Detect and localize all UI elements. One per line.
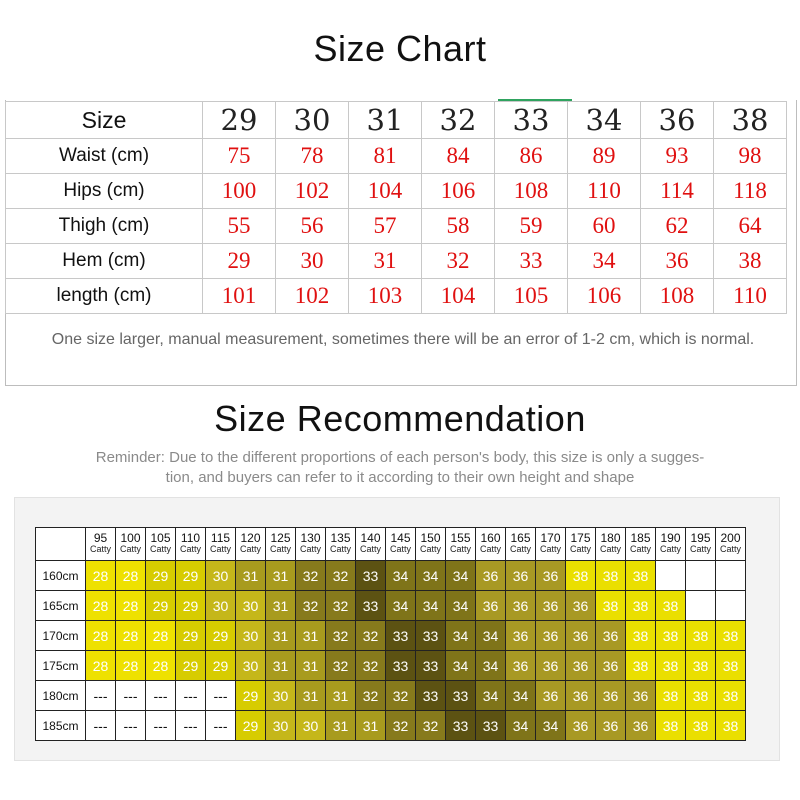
weight-header-cell — [656, 528, 686, 561]
size-cell: 38 — [716, 621, 746, 651]
size-cell: 33 — [416, 621, 446, 651]
weight-unit: Catty — [329, 544, 351, 554]
measurement-value: 30 — [276, 244, 349, 279]
measurement-row — [6, 174, 787, 209]
size-cell: 30 — [206, 591, 236, 621]
measurement-value: 31 — [349, 244, 422, 279]
recommendation-grid — [35, 527, 746, 741]
measurement-value: 110 — [714, 279, 787, 314]
weight-value: 180 — [600, 531, 621, 545]
measurement-row — [6, 244, 787, 279]
weight-unit: Catty — [149, 544, 171, 554]
size-cell: 36 — [536, 621, 566, 651]
weight-header-cell — [446, 528, 476, 561]
size-cell: 28 — [116, 651, 146, 681]
size-cell: 38 — [686, 711, 716, 741]
size-cell: 36 — [596, 651, 626, 681]
size-cell — [716, 561, 746, 591]
weight-header-cell — [506, 528, 536, 561]
weight-unit: Catty — [449, 544, 471, 554]
measurement-value: 58 — [422, 209, 495, 244]
weight-header-cell — [536, 528, 566, 561]
measurement-value: 118 — [714, 174, 787, 209]
size-header-cell: 36 — [641, 102, 714, 139]
size-cell: 32 — [326, 591, 356, 621]
size-cell: 36 — [506, 651, 536, 681]
size-cell: 38 — [626, 561, 656, 591]
size-cell: 29 — [176, 651, 206, 681]
weight-header-cell — [416, 528, 446, 561]
measurement-value: 104 — [349, 174, 422, 209]
measurement-value: 84 — [422, 139, 495, 174]
weight-header-cell — [476, 528, 506, 561]
size-cell — [686, 561, 716, 591]
size-cell: 38 — [686, 681, 716, 711]
measurement-value: 86 — [495, 139, 568, 174]
size-cell: 34 — [476, 681, 506, 711]
weight-unit: Catty — [599, 544, 621, 554]
size-cell: --- — [176, 711, 206, 741]
size-cell: 30 — [236, 621, 266, 651]
weight-value: 185 — [630, 531, 651, 545]
size-cell: 30 — [266, 711, 296, 741]
size-cell: 36 — [566, 621, 596, 651]
measurement-note: One size larger, manual measurement, sometimes there will be an error of 1-2 cm, which is normal. — [51, 331, 755, 348]
weight-unit: Catty — [239, 544, 261, 554]
size-cell: 38 — [686, 621, 716, 651]
measurement-value: 59 — [495, 209, 568, 244]
weight-unit: Catty — [509, 544, 531, 554]
measurement-value: 98 — [714, 139, 787, 174]
measurement-value: 32 — [422, 244, 495, 279]
size-cell: 36 — [506, 591, 536, 621]
size-cell: 38 — [686, 651, 716, 681]
measurement-value: 102 — [276, 174, 349, 209]
size-cell: 38 — [626, 621, 656, 651]
size-cell: --- — [146, 711, 176, 741]
size-cell: 31 — [296, 681, 326, 711]
measurement-value: 36 — [641, 244, 714, 279]
weight-value: 195 — [690, 531, 711, 545]
size-cell: --- — [86, 711, 116, 741]
measurement-label: Hips (cm) — [6, 174, 203, 209]
weight-value: 100 — [120, 531, 141, 545]
size-cell: 33 — [386, 621, 416, 651]
size-cell: 38 — [626, 591, 656, 621]
weight-value: 120 — [240, 531, 261, 545]
weight-header-cell — [596, 528, 626, 561]
weight-unit: Catty — [359, 544, 381, 554]
size-cell: 36 — [596, 681, 626, 711]
measurement-value: 103 — [349, 279, 422, 314]
weight-header-cell — [146, 528, 176, 561]
measurement-row — [6, 139, 787, 174]
weight-header-cell — [716, 528, 746, 561]
size-cell: 38 — [716, 681, 746, 711]
weight-unit: Catty — [569, 544, 591, 554]
height-label: 180cm — [36, 681, 86, 711]
size-cell: 31 — [356, 711, 386, 741]
height-label: 160cm — [36, 561, 86, 591]
size-header-cell: 29 — [203, 102, 276, 139]
size-cell: 36 — [566, 711, 596, 741]
size-cell: 33 — [386, 651, 416, 681]
weight-value: 140 — [360, 531, 381, 545]
size-cell: 29 — [176, 621, 206, 651]
size-header-cell: 38 — [714, 102, 787, 139]
reminder-line-2: tion, and buyers can refer to it according to their own height and shape — [165, 469, 635, 486]
measurement-value: 105 — [495, 279, 568, 314]
weight-unit: Catty — [479, 544, 501, 554]
size-cell: 38 — [656, 711, 686, 741]
size-cell: 28 — [146, 651, 176, 681]
weight-header-cell — [236, 528, 266, 561]
size-cell: 38 — [596, 591, 626, 621]
size-cell: 32 — [386, 681, 416, 711]
measurement-value: 100 — [203, 174, 276, 209]
size-cell: 29 — [176, 561, 206, 591]
size-cell: 38 — [596, 561, 626, 591]
measurement-value: 81 — [349, 139, 422, 174]
size-cell: 36 — [536, 591, 566, 621]
weight-unit: Catty — [119, 544, 141, 554]
measurement-value: 89 — [568, 139, 641, 174]
weight-value: 200 — [720, 531, 741, 545]
measurement-value: 106 — [568, 279, 641, 314]
measurement-value: 75 — [203, 139, 276, 174]
weight-header-cell — [266, 528, 296, 561]
size-chart-table — [5, 101, 787, 314]
size-cell: 32 — [326, 561, 356, 591]
size-cell: 31 — [266, 651, 296, 681]
size-cell: 33 — [416, 681, 446, 711]
reminder-line-1: Reminder: Due to the different proportions of each person's body, this size is only a sugges- — [95, 449, 705, 466]
size-cell: 38 — [716, 711, 746, 741]
size-cell: 29 — [236, 711, 266, 741]
measurement-value: 108 — [495, 174, 568, 209]
weight-value: 165 — [510, 531, 531, 545]
height-row — [36, 561, 746, 591]
measurement-row — [6, 279, 787, 314]
measurement-value: 114 — [641, 174, 714, 209]
size-cell: --- — [116, 681, 146, 711]
weight-header-cell — [326, 528, 356, 561]
size-cell: 32 — [326, 651, 356, 681]
height-row — [36, 591, 746, 621]
weight-unit: Catty — [539, 544, 561, 554]
weight-header-cell — [356, 528, 386, 561]
size-cell: 30 — [296, 711, 326, 741]
size-header-row — [6, 102, 787, 139]
weight-value: 160 — [480, 531, 501, 545]
reminder-text — [52, 448, 748, 488]
weight-header-cell — [176, 528, 206, 561]
size-cell: 33 — [476, 711, 506, 741]
weight-unit: Catty — [629, 544, 651, 554]
size-cell: 32 — [356, 651, 386, 681]
size-cell: 31 — [296, 621, 326, 651]
measurement-value: 57 — [349, 209, 422, 244]
weight-header-cell — [296, 528, 326, 561]
measurement-value: 56 — [276, 209, 349, 244]
size-cell: 29 — [236, 681, 266, 711]
size-cell: 31 — [326, 711, 356, 741]
measurement-value: 62 — [641, 209, 714, 244]
size-cell: --- — [176, 681, 206, 711]
size-cell: 34 — [446, 591, 476, 621]
size-cell: 31 — [266, 621, 296, 651]
size-cell: 32 — [326, 621, 356, 651]
size-cell: 36 — [566, 591, 596, 621]
weight-unit: Catty — [269, 544, 291, 554]
height-row — [36, 621, 746, 651]
size-cell: 32 — [356, 681, 386, 711]
weight-unit: Catty — [389, 544, 411, 554]
measurement-value: 33 — [495, 244, 568, 279]
size-cell: 36 — [566, 681, 596, 711]
height-label: 175cm — [36, 651, 86, 681]
weight-header-cell — [626, 528, 656, 561]
size-cell: 36 — [536, 681, 566, 711]
height-row — [36, 711, 746, 741]
size-cell: 36 — [626, 711, 656, 741]
weight-header-cell — [206, 528, 236, 561]
size-cell: 34 — [416, 561, 446, 591]
size-cell: 29 — [206, 621, 236, 651]
size-cell: 36 — [476, 591, 506, 621]
size-cell: 34 — [416, 591, 446, 621]
size-header-cell: 34 — [568, 102, 641, 139]
size-cell: 33 — [416, 651, 446, 681]
size-cell: 33 — [356, 561, 386, 591]
weight-value: 190 — [660, 531, 681, 545]
size-cell: 34 — [446, 561, 476, 591]
size-cell: 31 — [326, 681, 356, 711]
weight-header-cell — [686, 528, 716, 561]
size-cell: 36 — [626, 681, 656, 711]
size-cell: 33 — [446, 681, 476, 711]
size-cell: --- — [206, 681, 236, 711]
weight-header-cell — [566, 528, 596, 561]
size-cell: 30 — [236, 591, 266, 621]
size-cell: 28 — [116, 561, 146, 591]
height-row — [36, 681, 746, 711]
weight-value: 95 — [93, 531, 108, 545]
size-cell: --- — [146, 681, 176, 711]
size-cell: 38 — [716, 651, 746, 681]
measurement-value: 104 — [422, 279, 495, 314]
size-cell: 34 — [446, 651, 476, 681]
weight-unit: Catty — [659, 544, 681, 554]
size-header-cell: 32 — [422, 102, 495, 139]
size-cell: 38 — [656, 681, 686, 711]
size-cell: 31 — [236, 561, 266, 591]
size-header-cell: 30 — [276, 102, 349, 139]
size-cell: 28 — [86, 651, 116, 681]
weight-value: 125 — [270, 531, 291, 545]
weight-value: 135 — [330, 531, 351, 545]
size-cell: 34 — [506, 711, 536, 741]
size-cell: 28 — [86, 591, 116, 621]
weight-value: 105 — [150, 531, 171, 545]
measurement-value: 101 — [203, 279, 276, 314]
weight-value: 175 — [570, 531, 591, 545]
measurement-label: Waist (cm) — [6, 139, 203, 174]
size-cell: 34 — [386, 561, 416, 591]
weight-value: 150 — [420, 531, 441, 545]
size-cell: 36 — [506, 561, 536, 591]
size-cell: 32 — [296, 561, 326, 591]
size-cell: 38 — [656, 591, 686, 621]
size-cell: 29 — [146, 591, 176, 621]
size-cell: 30 — [266, 681, 296, 711]
measurement-value: 64 — [714, 209, 787, 244]
measurement-value: 102 — [276, 279, 349, 314]
size-cell: 28 — [146, 621, 176, 651]
size-cell: 32 — [296, 591, 326, 621]
measurement-value: 55 — [203, 209, 276, 244]
measurement-value: 34 — [568, 244, 641, 279]
size-cell: 36 — [566, 651, 596, 681]
size-header-cell: 33 — [495, 102, 568, 139]
size-cell: 34 — [446, 621, 476, 651]
measurement-value: 29 — [203, 244, 276, 279]
size-cell: 34 — [476, 621, 506, 651]
weight-unit: Catty — [299, 544, 321, 554]
weight-unit: Catty — [689, 544, 711, 554]
grid-corner-cell — [36, 528, 86, 561]
height-label: 185cm — [36, 711, 86, 741]
measurement-value: 93 — [641, 139, 714, 174]
size-cell: 28 — [116, 591, 146, 621]
size-cell: 29 — [146, 561, 176, 591]
size-cell: 36 — [596, 711, 626, 741]
size-cell: 34 — [536, 711, 566, 741]
size-cell — [656, 561, 686, 591]
size-cell: 33 — [356, 591, 386, 621]
size-cell: 36 — [536, 561, 566, 591]
size-cell: 36 — [596, 621, 626, 651]
size-cell: 38 — [626, 651, 656, 681]
size-cell: 36 — [536, 651, 566, 681]
size-cell: 31 — [296, 651, 326, 681]
weight-value: 115 — [210, 531, 231, 545]
size-cell: 29 — [206, 651, 236, 681]
measurement-value: 38 — [714, 244, 787, 279]
weight-value: 145 — [390, 531, 411, 545]
size-cell: 38 — [566, 561, 596, 591]
size-cell: 32 — [416, 711, 446, 741]
size-cell: 31 — [266, 591, 296, 621]
size-cell: 30 — [206, 561, 236, 591]
size-cell: --- — [206, 711, 236, 741]
measurement-value: 78 — [276, 139, 349, 174]
size-header-label: Size — [6, 102, 203, 139]
size-cell: 34 — [506, 681, 536, 711]
size-cell: 31 — [266, 561, 296, 591]
size-cell: 32 — [356, 621, 386, 651]
size-cell: --- — [86, 681, 116, 711]
size-chart-title: Size Chart — [313, 28, 487, 69]
height-label: 165cm — [36, 591, 86, 621]
measurement-value: 60 — [568, 209, 641, 244]
weight-unit: Catty — [419, 544, 441, 554]
weight-header-cell — [386, 528, 416, 561]
weight-header-cell — [116, 528, 146, 561]
measurement-value: 108 — [641, 279, 714, 314]
weight-unit: Catty — [89, 544, 111, 554]
measurement-label: Thigh (cm) — [6, 209, 203, 244]
height-row — [36, 651, 746, 681]
size-cell: 38 — [656, 651, 686, 681]
weight-value: 110 — [180, 531, 201, 545]
weight-unit: Catty — [179, 544, 201, 554]
weight-value: 170 — [540, 531, 561, 545]
size-cell: 36 — [476, 561, 506, 591]
size-recommendation-title: Size Recommendation — [214, 398, 586, 439]
measurement-row — [6, 209, 787, 244]
height-label: 170cm — [36, 621, 86, 651]
size-cell: 28 — [86, 621, 116, 651]
measurement-label: length (cm) — [6, 279, 203, 314]
size-cell: 28 — [116, 621, 146, 651]
size-cell: --- — [116, 711, 146, 741]
size-cell: 33 — [446, 711, 476, 741]
weight-unit: Catty — [719, 544, 741, 554]
weight-unit: Catty — [209, 544, 231, 554]
size-cell: 38 — [656, 621, 686, 651]
size-cell — [716, 591, 746, 621]
size-cell: 34 — [476, 651, 506, 681]
size-cell — [686, 591, 716, 621]
measurement-label: Hem (cm) — [6, 244, 203, 279]
weight-value: 130 — [300, 531, 321, 545]
weight-value: 155 — [450, 531, 471, 545]
size-cell: 30 — [236, 651, 266, 681]
measurement-value: 106 — [422, 174, 495, 209]
measurement-value: 110 — [568, 174, 641, 209]
size-cell: 29 — [176, 591, 206, 621]
weight-header-cell — [86, 528, 116, 561]
size-cell: 34 — [386, 591, 416, 621]
weight-header-row — [36, 528, 746, 561]
size-cell: 28 — [86, 561, 116, 591]
size-cell: 32 — [386, 711, 416, 741]
size-cell: 36 — [506, 621, 536, 651]
size-header-cell: 31 — [349, 102, 422, 139]
